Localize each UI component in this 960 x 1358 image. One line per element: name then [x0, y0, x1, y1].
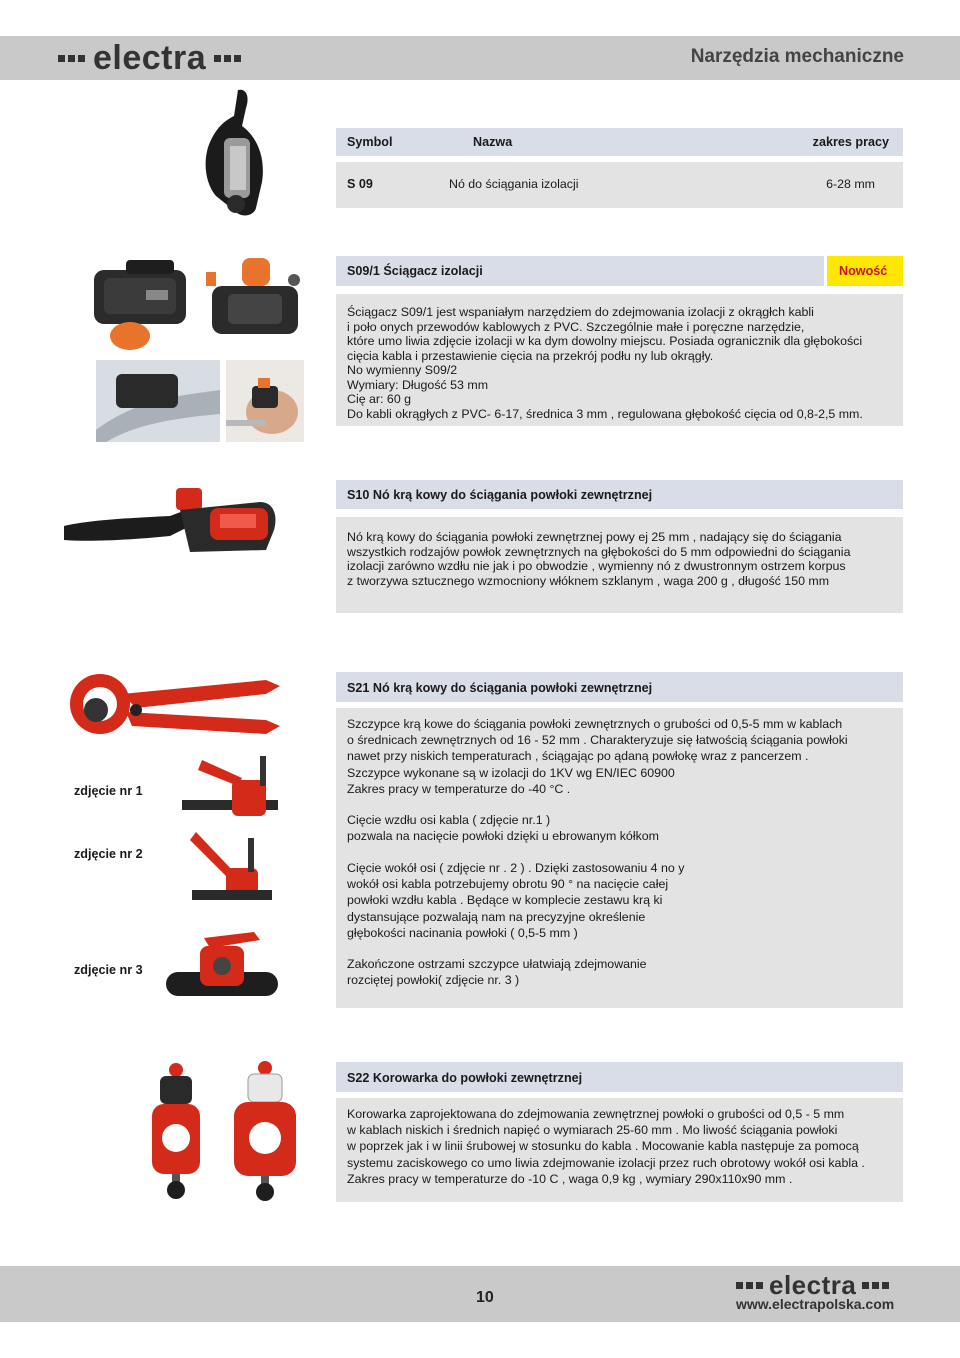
s22-title: S22 Korowarka do powłoki zewnętrznej: [347, 1071, 583, 1085]
header-title: Narzędzia mechaniczne: [690, 46, 904, 67]
logo-dots-left-icon: [58, 55, 85, 62]
s22-tool-image-2: [226, 1058, 304, 1202]
photo-label-3: zdjęcie nr 3: [74, 963, 143, 977]
s21-text-2: Cięcie wzdłu osi kabla ( zdjęcie nr.1 ) pozwala na nacięcie powłoki dzięki u ebrowanym kółkom: [347, 813, 659, 844]
s21-header: [336, 672, 903, 702]
table-row: [336, 162, 903, 208]
s09-1-stripper-orange-image: [200, 250, 308, 354]
page-number: 10: [476, 1289, 494, 1306]
logo-dots-right-icon: [214, 55, 241, 62]
s21-title: S21 Nó krą kowy do ściągania powłoki zewnętrznej: [347, 681, 653, 695]
s10-title: S10 Nó krą kowy do ściągania powłoki zewnętrznej: [347, 488, 653, 502]
footer-dots-right-icon: [862, 1282, 889, 1289]
s21-text-1: Szczypce krą kowe do ściągania powłoki zewnętrznych o grubości od 0,5-5 mm w kablach o średnicach zewnętrznych od 16 - 52 mm . Charakteryzuje się łatwością ściągania powłoki nawet przy niskich temperaturach , ściągając po ądaną powłokę wraz z pancerzem . Szczypce wykonane są w izolacji do 1KV wg EN/IEC 60900 Zakres pracy w temperaturze do -40 °C .: [347, 717, 848, 796]
s21-photo-1: [182, 752, 278, 826]
row-range: 6-28 mm: [826, 177, 875, 191]
s21-photo-3: [164, 928, 282, 1008]
row-symbol: S 09: [347, 177, 373, 191]
col-range: zakres pracy: [812, 135, 889, 149]
s09-1-text: Ściągacz S09/1 jest wspaniałym narzędziem do zdejmowania izolacji z okrągłch kabli i poło onych przewodów kablowych z PVC. Szczególnie małe i poręczne narzędzie, które umo liwia zdjęcie izolacji w ka dym dowolny miejscu. Posiada ogranicznik dla głębokości cięcia kabla i przestawienie cięcia na przekrój podłu ny lub okrągły. No wymienny S09/2 Wymiary: Długość 53 mm Cię ar: 60 g Do kabli okrągłych z PVC- 6-17, średnica 3 mm , regulowana głębokość cięcia od 0,8-2,5 mm.: [347, 305, 863, 421]
footer-dots-left-icon: [736, 1282, 763, 1289]
s22-header: [336, 1062, 903, 1092]
s10-knife-image: [60, 486, 280, 560]
row-name: Nó do ściągania izolacji: [449, 177, 579, 191]
col-name: Nazwa: [473, 135, 513, 149]
s09-1-title: S09/1 Ściągacz izolacji: [347, 264, 483, 278]
s21-photo-2: [186, 828, 276, 912]
s22-description: [336, 1098, 903, 1202]
s09-1-description: [336, 294, 903, 426]
s09-1-header: [336, 256, 824, 286]
table-header: [336, 128, 903, 156]
s09-1-hand-photo: [226, 360, 304, 442]
footer-url[interactable]: www.electrapolska.com: [736, 1296, 895, 1312]
s21-pliers-image: [66, 664, 284, 750]
s21-text-4: Zakończone ostrzami szczypce ułatwiają zdejmowanie rozciętej powłoki( zdjęcie nr. 3 ): [347, 957, 647, 988]
s21-description: [336, 708, 903, 1008]
footer-logo: electra: [736, 1270, 889, 1301]
s09-1-cable-photo: [96, 360, 220, 442]
s10-text: Nó krą kowy do ściągania powłoki zewnętrznej powy ej 25 mm , nadający się do ściągania wszystkich rodzajów powłok zewnętrznych na głębokości do 5 mm odpowiedni do ściągania izolacji zarówno wzdłu nie jak i po obwodzie , wymienny nó z dwustronnym ostrzem korpus z tworzywa sztucznego wzmocniony włóknem szklanym , waga 200 g , długość 150 mm: [347, 530, 851, 588]
s22-text: Korowarka zaprojektowana do zdejmowania zewnętrznej powłoki o grubości od 0,5 - 5 mm w kablach niskich i średnich napięć o wymiarach 25-60 mm . Mo liwość ściągania powłoki w poprzek jak i w linii śrubowej w stosunku do kabla . Mocowanie kabla następuje za pomocą systemu zaciskowego co umo liwia zdejmowanie izolacji przez ruch obrotowy wokół osi kabla . Zakres pracy w temperaturze do -10 C , waga 0,9 kg , wymiary 290x110x90 mm .: [347, 1107, 865, 1186]
s22-tool-image-1: [144, 1060, 208, 1200]
new-badge: Nowość: [827, 256, 903, 286]
s21-text-3: Cięcie wokół osi ( zdjęcie nr . 2 ) . Dzięki zastosowaniu 4 no y wokół osi kabla potrzebujemy obrotu 90 ° na nacięcie całej powłoki wzdłu kabla . Będące w komplecie zestawu krą ki dystansujące pozwalają nam na precyzyjne określenie głębokości nacinania powłoki ( 0,5-5 mm ): [347, 861, 685, 940]
header-logo: electra: [58, 38, 241, 78]
s10-description: [336, 517, 903, 613]
col-symbol: Symbol: [347, 135, 393, 149]
s10-header: [336, 480, 903, 509]
s09-tool-image: [196, 86, 276, 220]
photo-label-1: zdjęcie nr 1: [74, 784, 143, 798]
s09-1-stripper-image: [86, 250, 194, 354]
photo-label-2: zdjęcie nr 2: [74, 847, 143, 861]
